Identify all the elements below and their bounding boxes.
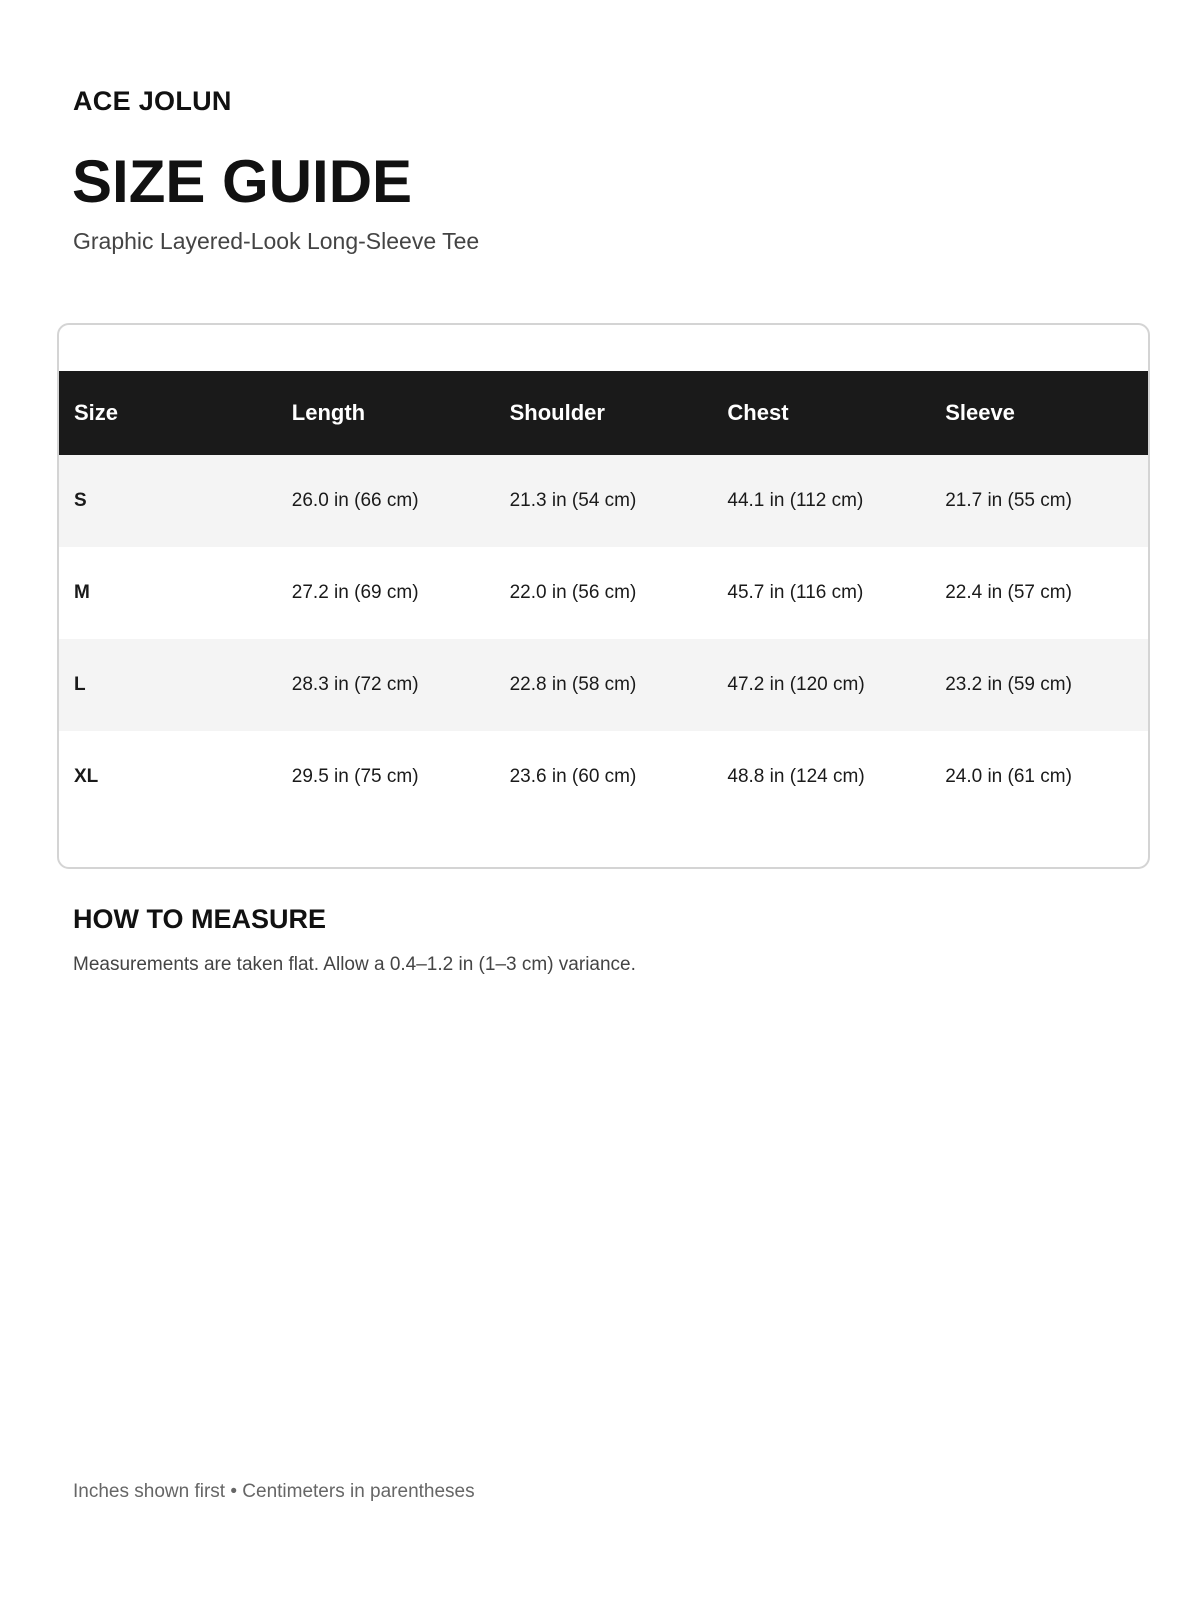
- length-value: 28.3 in (72 cm): [291, 674, 419, 695]
- chest-value: 44.1 in (112 cm): [727, 490, 864, 511]
- table-row: [59, 547, 1148, 639]
- size-label: XL: [74, 766, 99, 787]
- shoulder-value: 23.6 in (60 cm): [509, 766, 637, 787]
- length-value: 26.0 in (66 cm): [291, 490, 419, 511]
- column-header-chest: Chest: [727, 400, 789, 425]
- shoulder-value: 22.8 in (58 cm): [509, 674, 637, 695]
- sleeve-value: 24.0 in (61 cm): [945, 766, 1072, 787]
- size-label: L: [74, 674, 86, 695]
- sleeve-value: 22.4 in (57 cm): [945, 582, 1072, 603]
- table-row: [59, 639, 1148, 731]
- sleeve-value: 21.7 in (55 cm): [945, 490, 1072, 511]
- column-header-shoulder: Shoulder: [509, 400, 605, 425]
- size-label: S: [74, 490, 87, 511]
- size-label: M: [74, 582, 90, 603]
- brand-name: ACE JOLUN: [73, 86, 232, 116]
- how-to-measure-heading: HOW TO MEASURE: [73, 904, 327, 934]
- sleeve-value: 23.2 in (59 cm): [945, 674, 1072, 695]
- size-table: [59, 371, 1148, 823]
- size-table-body: [59, 455, 1148, 823]
- chest-value: 45.7 in (116 cm): [727, 582, 864, 603]
- chest-value: 48.8 in (124 cm): [727, 766, 865, 787]
- chest-value: 47.2 in (120 cm): [727, 674, 865, 695]
- page-title: SIZE GUIDE: [72, 148, 413, 215]
- length-value: 27.2 in (69 cm): [291, 582, 419, 603]
- column-header-size: Size: [74, 400, 119, 425]
- size-table-header: [59, 371, 1148, 455]
- table-row: [59, 731, 1148, 823]
- table-row: [59, 455, 1148, 547]
- how-to-measure-text: Measurements are taken flat. Allow a 0.4–1.2 in (1–3 cm) variance.: [73, 954, 636, 975]
- shoulder-value: 21.3 in (54 cm): [509, 490, 637, 511]
- product-name: Graphic Layered-Look Long-Sleeve Tee: [73, 228, 480, 254]
- shoulder-value: 22.0 in (56 cm): [509, 582, 637, 603]
- size-table-card: [57, 323, 1150, 869]
- column-header-sleeve: Sleeve: [945, 400, 1015, 425]
- header-row: [59, 371, 1148, 455]
- units-note: Inches shown first • Centimeters in parentheses: [73, 1481, 475, 1502]
- column-header-length: Length: [291, 400, 366, 425]
- length-value: 29.5 in (75 cm): [291, 766, 419, 787]
